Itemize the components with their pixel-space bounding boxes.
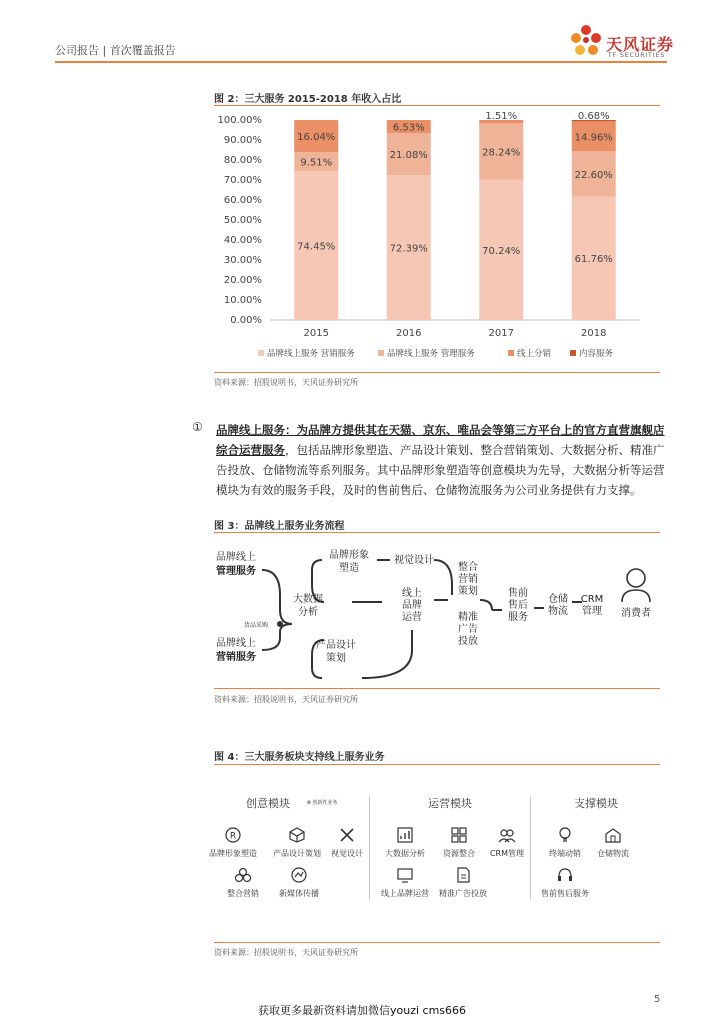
bar-data-label: 28.24% bbox=[482, 147, 521, 159]
item-product-design-label: 产品设计策划 bbox=[273, 849, 321, 858]
cube-icon bbox=[288, 826, 306, 844]
node-bigdata-1: 大数据 bbox=[293, 594, 323, 605]
item-visual-design-label: 视觉设计 bbox=[331, 849, 363, 858]
item-new-media bbox=[264, 866, 334, 899]
figure4-title: 图 4：三大服务板块支持线上服务业务 bbox=[214, 752, 385, 763]
node-consumer: 消费者 bbox=[621, 608, 651, 619]
page-header bbox=[0, 0, 724, 70]
item-big-data-label: 大数据分析 bbox=[385, 849, 425, 858]
page-number: 5 bbox=[654, 994, 661, 1005]
y-tick-label: 20.00% bbox=[223, 275, 262, 286]
revenue-share-chart bbox=[210, 110, 670, 370]
business-flow-diagram bbox=[212, 540, 662, 690]
visual-to-ops-line bbox=[434, 560, 452, 595]
legend-swatch bbox=[258, 350, 264, 356]
figure2-title: 图 2：三大服务 2015-2018 年收入占比 bbox=[214, 94, 402, 105]
legend-label: 品牌线上服务 管理服务 bbox=[387, 349, 475, 359]
x-tick-label: 2015 bbox=[303, 328, 329, 339]
figure2-bottom-rule bbox=[214, 372, 660, 373]
node-brand-1: 品牌形象 bbox=[329, 550, 369, 561]
report-type: 公司报告 | 首次覆盖报告 bbox=[55, 44, 176, 57]
y-tick-label: 80.00% bbox=[223, 155, 262, 166]
bar-data-label: 72.39% bbox=[389, 243, 428, 255]
bar-chart-icon bbox=[396, 826, 414, 844]
item-pre-post-sale-label: 售前售后服务 bbox=[541, 889, 589, 898]
warehouse-icon bbox=[604, 826, 622, 844]
node-online-1: 线上 bbox=[402, 588, 422, 599]
x-tick-label: 2017 bbox=[488, 328, 514, 339]
y-tick-label: 50.00% bbox=[223, 215, 262, 226]
chart-data-labels bbox=[297, 111, 613, 265]
y-tick-label: 0.00% bbox=[230, 315, 262, 326]
chart-legend bbox=[258, 348, 614, 359]
brace-top-connector bbox=[262, 570, 292, 624]
bar-data-label: 16.04% bbox=[297, 132, 336, 144]
node-ware-2: 物流 bbox=[548, 606, 568, 617]
legend-swatch bbox=[570, 350, 576, 356]
node-online-3: 运营 bbox=[402, 612, 422, 623]
grid-icon bbox=[450, 826, 468, 844]
logo-text-cn: 天风证券 bbox=[606, 35, 675, 54]
integration-brace bbox=[480, 600, 492, 610]
paragraph-rest: ，包括品牌形象塑造、产品设计策划、整合营销策划、大数据分析、精准广告投放、仓储物流等系列服务。其中品牌形象塑造等创意模块为先导，大数据分析等运营模块为有效的服务手段，及时的售前售后、仓储物流服务为公司业务提供有力支撑。 bbox=[216, 443, 665, 497]
header-divider bbox=[55, 61, 667, 63]
bar-data-label: 22.60% bbox=[574, 169, 613, 181]
registered-icon bbox=[224, 826, 242, 844]
node-bigdata-2: 分析 bbox=[298, 607, 318, 618]
company-logo bbox=[568, 22, 678, 62]
node-online-2: 品牌 bbox=[402, 600, 422, 611]
item-warehouse bbox=[578, 826, 648, 859]
bar-data-label: 14.96% bbox=[574, 132, 613, 144]
legend-label: 内容服务 bbox=[579, 349, 614, 359]
figure3-top-rule bbox=[214, 532, 660, 533]
node-presale-2: 售后 bbox=[508, 600, 528, 611]
monitor-icon bbox=[396, 866, 414, 884]
bar-data-label: 74.45% bbox=[297, 241, 336, 253]
item-brand-image-label: 品牌形象塑造 bbox=[209, 849, 257, 858]
node-product-1: 产品设计 bbox=[316, 640, 356, 651]
node-integ-3: 策划 bbox=[458, 586, 478, 597]
operation-module-heading: 运营模块 bbox=[428, 797, 472, 810]
item-precise-ads bbox=[428, 866, 498, 899]
item-warehouse-label: 仓储物流 bbox=[597, 849, 629, 858]
circles-icon bbox=[234, 866, 252, 884]
consumer-person-icon bbox=[622, 569, 650, 602]
legend-swatch bbox=[508, 350, 514, 356]
chart-bars bbox=[294, 120, 616, 320]
tools-icon bbox=[338, 826, 356, 844]
y-tick-label: 70.00% bbox=[223, 175, 262, 186]
paragraph-body bbox=[216, 420, 671, 500]
node-integ-2: 营销 bbox=[458, 574, 478, 585]
legend-swatch bbox=[378, 350, 384, 356]
node-presale-3: 服务 bbox=[508, 612, 528, 623]
bar-data-label: 70.24% bbox=[482, 245, 521, 257]
broadcast-icon bbox=[290, 866, 308, 884]
logo-flower-icon bbox=[568, 22, 604, 60]
svg-text:R: R bbox=[229, 831, 237, 842]
product-to-ops-line bbox=[362, 630, 412, 678]
x-tick-label: 2016 bbox=[396, 328, 422, 339]
node-mkt-2: 营销服务 bbox=[216, 652, 256, 663]
item-precise-ads-label: 精准广告投放 bbox=[439, 889, 487, 898]
headset-icon bbox=[556, 866, 574, 884]
figure3-bottom-rule bbox=[214, 688, 660, 689]
x-tick-label: 2018 bbox=[581, 328, 607, 339]
node-crm-1: CRM bbox=[580, 594, 604, 605]
item-terminal-sales-label: 终端动销 bbox=[549, 849, 581, 858]
y-tick-label: 40.00% bbox=[223, 235, 262, 246]
node-integ-1: 整合 bbox=[458, 562, 478, 573]
bar-data-label: 61.76% bbox=[574, 254, 613, 266]
paragraph-number: ① bbox=[192, 420, 203, 434]
item-integrated-marketing-label: 整合营销 bbox=[227, 889, 259, 898]
node-mgmt-1: 品牌线上 bbox=[216, 552, 256, 563]
item-resource-integration-label: 资源整合 bbox=[443, 849, 475, 858]
bar-data-label: 21.08% bbox=[389, 150, 428, 162]
bar-data-label: 9.51% bbox=[300, 157, 333, 169]
legend-label: 线上分销 bbox=[517, 349, 552, 359]
document-icon bbox=[454, 866, 472, 884]
y-tick-label: 10.00% bbox=[223, 295, 262, 306]
figure4-source: 资料来源：招股说明书，天风证券研究所 bbox=[214, 948, 358, 957]
creative-module-note: ⊗ 创新性业务 bbox=[306, 800, 338, 806]
node-ads-1: 精准 bbox=[458, 612, 478, 623]
lightbulb-icon bbox=[556, 826, 574, 844]
node-ads-3: 投放 bbox=[458, 636, 478, 647]
figure4-bottom-rule bbox=[214, 942, 660, 943]
y-tick-label: 100.00% bbox=[217, 115, 262, 126]
item-brand-image bbox=[198, 826, 268, 859]
item-crm-label: CRM管理 bbox=[489, 849, 525, 858]
y-tick-label: 30.00% bbox=[223, 255, 262, 266]
bar-data-label: 1.51% bbox=[485, 111, 518, 123]
node-product-2: 策划 bbox=[326, 653, 346, 664]
figure3-title: 图 3：品牌线上服务业务流程 bbox=[214, 521, 345, 532]
node-visual: 视觉设计 bbox=[394, 555, 434, 566]
bar-data-label: 0.68% bbox=[577, 111, 610, 122]
node-brand-2: 塑造 bbox=[339, 563, 359, 574]
purchase-node bbox=[277, 621, 283, 627]
node-mgmt-2: 管理服务 bbox=[216, 566, 256, 577]
node-crm-2: 管理 bbox=[582, 606, 602, 617]
legend-label: 品牌线上服务 营销服务 bbox=[267, 349, 355, 359]
node-mkt-1: 品牌线上 bbox=[216, 638, 256, 649]
node-presale-1: 售前 bbox=[508, 588, 528, 599]
footer-wechat-note: 获取更多最新资料请加微信youzi cms666 bbox=[257, 1004, 467, 1017]
y-tick-label: 60.00% bbox=[223, 195, 262, 206]
y-tick-label: 90.00% bbox=[223, 135, 262, 146]
logo-text-en: TF SECURITIES bbox=[608, 52, 666, 59]
bar-data-label: 6.53% bbox=[392, 122, 425, 134]
item-new-media-label: 新媒体传播 bbox=[279, 889, 319, 898]
paragraph-bold-lead: 品牌线上服务：为品牌方提供其在天猫、京东、唯品会等第三方平台上的官方直营旗舰店综合运营服务 bbox=[216, 423, 665, 457]
figure4-top-rule bbox=[214, 764, 660, 765]
figure3-source: 资料来源：招股说明书，天风证券研究所 bbox=[214, 695, 358, 704]
creative-module-heading: 创意模块 bbox=[246, 797, 290, 810]
users-icon bbox=[498, 826, 516, 844]
item-online-brand-ops-label: 线上品牌运营 bbox=[381, 889, 429, 898]
support-module-heading: 支撑模块 bbox=[574, 797, 618, 810]
node-goods: 货品采购 bbox=[243, 622, 269, 629]
item-pre-post-sale bbox=[530, 866, 600, 899]
node-ware-1: 仓储 bbox=[548, 594, 568, 605]
figure2-source: 资料来源：招股说明书，天风证券研究所 bbox=[214, 378, 358, 387]
figure2-top-rule bbox=[214, 105, 660, 106]
node-ads-2: 广告 bbox=[458, 624, 478, 635]
